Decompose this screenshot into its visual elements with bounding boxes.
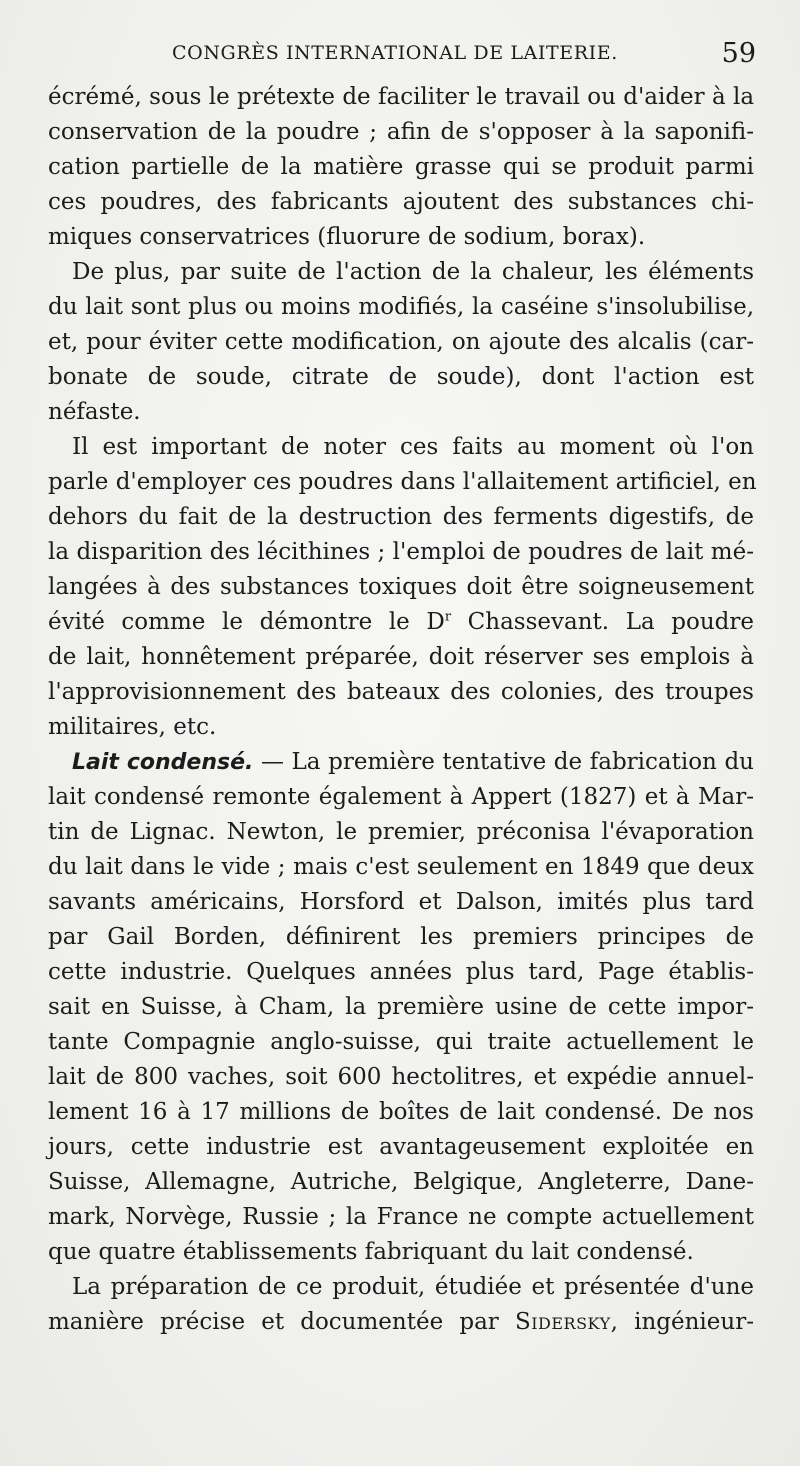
paragraph-4: [48, 745, 754, 1270]
text-line: et, pour éviter cette modification, on ajoute des alcalis (car-: [48, 329, 754, 355]
text-line: l'approvisionnement des bateaux des colonies, des troupes: [48, 679, 754, 705]
running-title: CONGRÈS INTERNATIONAL DE LAITERIE.: [172, 42, 618, 64]
paragraph-2: [48, 255, 754, 430]
text-line: tante Compagnie anglo-suisse, qui traite actuellement le: [48, 1029, 754, 1055]
running-header: [172, 38, 756, 72]
text-line: cette industrie. Quelques années plus tard, Page établis-: [48, 959, 754, 985]
text-segment: — La première tentative de fabrication du: [253, 749, 754, 775]
text-line: parle d'employer ces poudres dans l'allaitement artificiel, en: [48, 469, 757, 495]
text-line: lait de 800 vaches, soit 600 hectolitres, et expédie annuel-: [48, 1064, 754, 1090]
page-number: 59: [721, 38, 756, 69]
text-line: miques conservatrices (fluorure de sodium, borax).: [48, 224, 646, 250]
text-segment: , ingénieur-: [610, 1309, 754, 1335]
superscript: r: [444, 609, 452, 625]
text-line: que quatre établissements fabriquant du lait condensé.: [48, 1239, 694, 1265]
text-line: de lait, honnêtement préparée, doit réserver ses emplois à: [48, 644, 754, 670]
text-line: lement 16 à 17 millions de boîtes de lait condensé. De nos: [48, 1099, 754, 1125]
text-line: savants américains, Horsford et Dalson, imités plus tard: [48, 889, 754, 915]
section-heading: Lait condensé.: [72, 750, 254, 775]
text-line: Suisse, Allemagne, Autriche, Belgique, Angleterre, Dane-: [48, 1169, 754, 1195]
text-line: mark, Norvège, Russie ; la France ne compte actuellement: [48, 1204, 754, 1230]
text-line: [48, 1305, 754, 1340]
text-body: [48, 80, 757, 1340]
author-name: Sidersky: [514, 1309, 611, 1335]
paragraph-1: [48, 80, 754, 255]
text-line: langées à des substances toxiques doit être soigneusement: [48, 574, 754, 600]
text-line: jours, cette industrie est avantageusement exploitée en: [48, 1134, 754, 1160]
text-line: De plus, par suite de l'action de la chaleur, les éléments: [72, 259, 754, 285]
text-line: par Gail Borden, définirent les premiers principes de: [48, 924, 754, 950]
text-line: tin de Lignac. Newton, le premier, préconisa l'évaporation: [48, 819, 754, 845]
text-line: conservation de la poudre ; afin de s'opposer à la saponifi-: [48, 119, 754, 145]
text-line: bonate de soude, citrate de soude), dont l'action est: [48, 364, 754, 390]
text-line: ces poudres, des fabricants ajoutent des substances chi-: [48, 189, 754, 215]
text-line: néfaste.: [48, 399, 141, 425]
text-line: lait condensé remonte également à Appert (1827) et à Mar-: [48, 784, 754, 810]
text-line: du lait sont plus ou moins modifiés, la caséine s'insolubilise,: [48, 294, 754, 320]
text-line: militaires, etc.: [48, 714, 217, 740]
text-line: cation partielle de la matière grasse qui se produit parmi: [48, 154, 754, 180]
text-segment: Chassevant. La poudre: [451, 609, 754, 635]
text-segment: manière précise et documentée par: [48, 1309, 515, 1335]
text-segment: évité comme le démontre le D: [48, 609, 445, 635]
text-line: du lait dans le vide ; mais c'est seulement en 1849 que deux: [48, 854, 754, 880]
paragraph-3: [48, 430, 757, 745]
text-line: [48, 605, 754, 640]
text-line: [48, 745, 754, 780]
text-line: La préparation de ce produit, étudiée et présentée d'une: [72, 1274, 754, 1300]
paragraph-5: [48, 1270, 754, 1340]
text-line: sait en Suisse, à Cham, la première usine de cette impor-: [48, 994, 754, 1020]
text-line: la disparition des lécithines ; l'emploi de poudres de lait mé-: [48, 539, 754, 565]
text-line: Il est important de noter ces faits au moment où l'on: [72, 434, 754, 460]
text-line: écrémé, sous le prétexte de faciliter le travail ou d'aider à la: [48, 84, 755, 110]
text-line: dehors du fait de la destruction des ferments digestifs, de: [48, 504, 754, 530]
